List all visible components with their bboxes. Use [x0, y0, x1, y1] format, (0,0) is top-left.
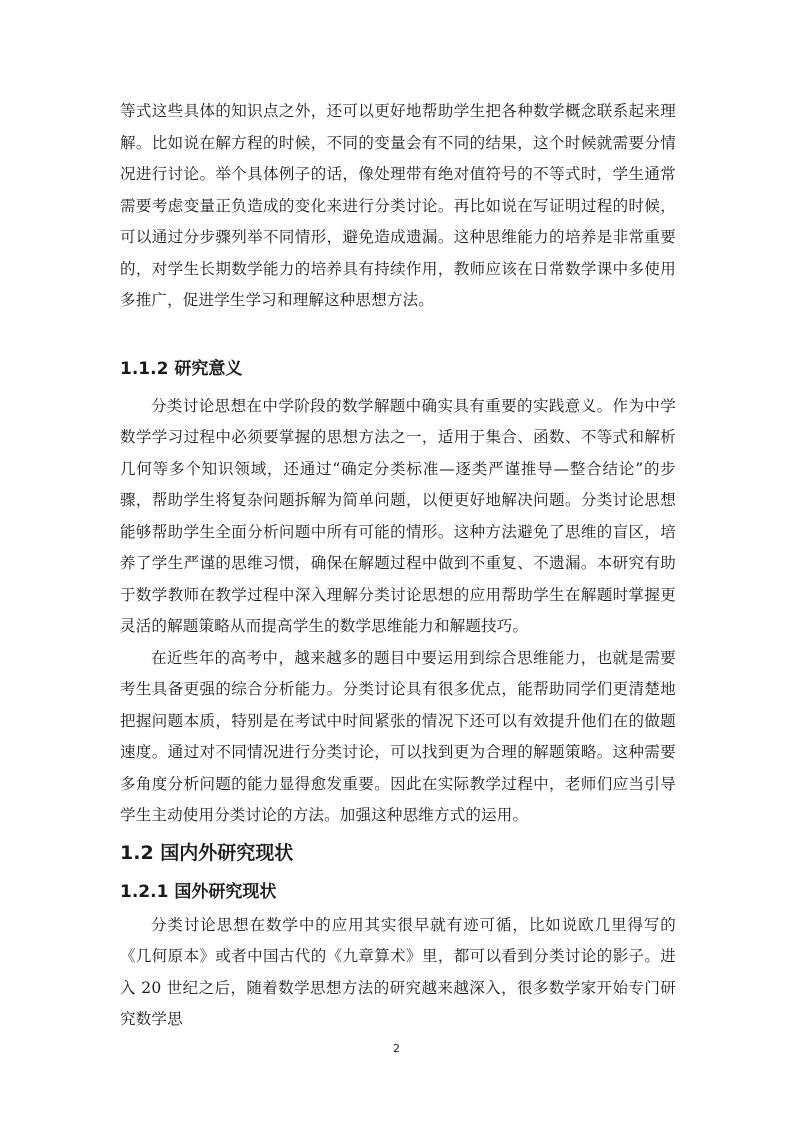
section-heading-1-1-2: 1.1.2 研究意义 — [120, 358, 243, 379]
page-number: 2 — [393, 1042, 400, 1055]
section-heading-1-2-1: 1.2.1 国外研究现状 — [120, 881, 277, 902]
page-content — [120, 96, 676, 1036]
body-paragraph-continued: 等式这些具体的知识点之外，还可以更好地帮助学生把各种数学概念联系起来理解。比如说在解方程的时候，不同的变量会有不同的结果，这个时候就需要分情况进行讨论。举个具体例子的话，像处理带有绝对值符号的不等式时，学生通常需要考虑变量正负造成的变化来进行分类讨论。再比如说在写证明过程的时候，可以通过分步骤列举不同情形，避免造成遗漏。这种思维能力的培养是非常重要的，对学生长期数学能力的培养具有持续作用，教师应该在日常数学课中多使用多推广，促进学生学习和理解这种思想方法。 — [120, 102, 676, 309]
body-paragraph-significance-1: 分类讨论思想在中学阶段的数学解题中确实具有重要的实践意义。作为中学数学学习过程中必须要掌握的思想方法之一，适用于集合、函数、不等式和解析几何等多个知识领域，还通过“确定分类标准—逐类严谨推导—整合结论”的步骤，帮助学生将复杂问题拆解为简单问题，以便更好地解决问题。分类讨论思想能够帮助学生全面分析问题中所有可能的情形。这种方法避免了思维的盲区，培养了学生严谨的思维习惯，确保在解题过程中做到不重复、不遗漏。本研究有助于数学教师在教学过程中深入理解分类讨论思想的应用帮助学生在解题时掌握更灵活的解题策略从而提高学生的数学思维能力和解题技巧。 — [120, 396, 676, 635]
body-paragraph-foreign-research: 分类讨论思想在数学中的应用其实很早就有迹可循，比如说欧几里得写的《几何原本》或者中国古代的《九章算术》里，都可以看到分类讨论的影子。进入 20 世纪之后，随着数学思想方法的研究越来越深入，很多数学家开始专门研究数学思 — [120, 915, 676, 1028]
body-paragraph-significance-2: 在近些年的高考中，越来越多的题目中要运用到综合思维能力，也就是需要考生具备更强的综合分析能力。分类讨论具有很多优点，能帮助同学们更清楚地把握问题本质，特别是在考试中时间紧张的情况下还可以有效提升他们在的做题速度。通过对不同情况进行分类讨论，可以找到更为合理的解题策略。这种需要多角度分析问题的能力显得愈发重要。因此在实际教学过程中，老师们应当引导学生主动使用分类讨论的方法。加强这种思维方式的运用。 — [120, 648, 676, 824]
section-heading-1-2: 1.2 国内外研究现状 — [120, 841, 294, 864]
